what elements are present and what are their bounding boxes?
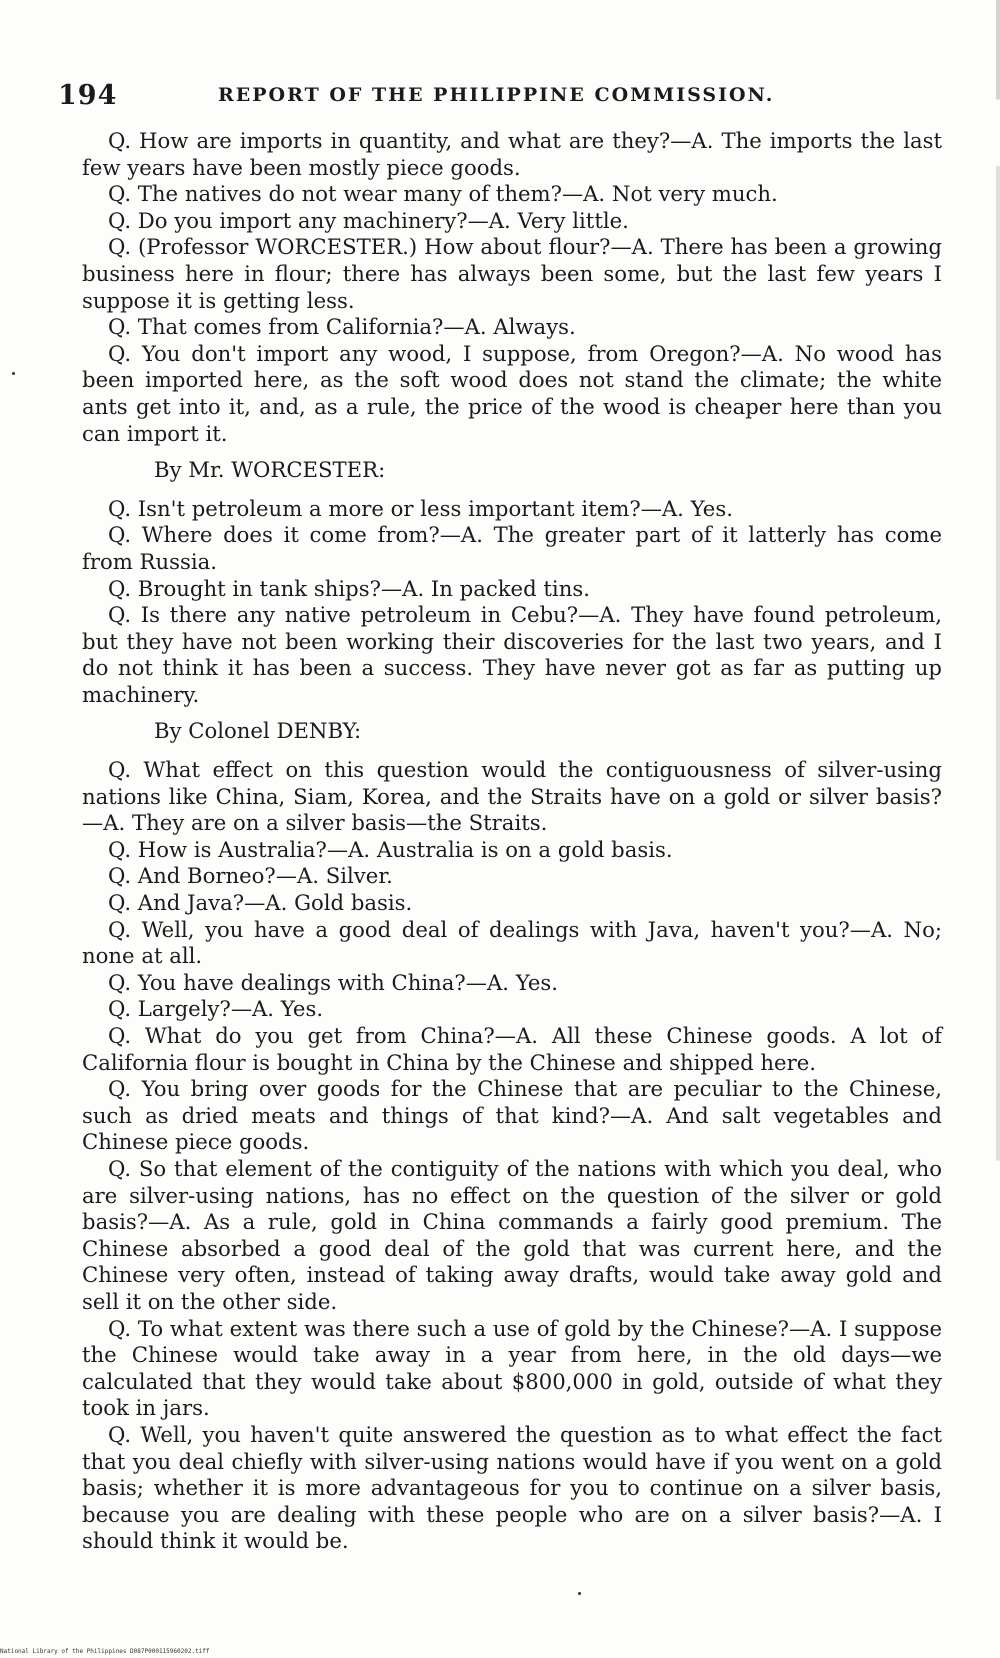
qa-paragraph: Q. Do you import any machinery?—A. Very little. [108, 207, 629, 233]
qa-paragraph: Q. Where does it come from?—A. The greater part of it latterly has come from Russia. [82, 522, 942, 574]
qa-paragraph: Q. (Professor WORCESTER.) How about flour?—A. There has been a growing business here in flour; there has always been some, but the last few years I suppose it is getting less. [82, 234, 942, 313]
stray-mark [12, 372, 15, 375]
qa-paragraph: Q. To what extent was there such a use of gold by the Chinese?—A. I suppose the Chinese would take away in a year from here, in the old days—we calculated that they would take about $800,000 in gold, outside of what they took in jars. [82, 1315, 942, 1421]
qa-paragraph: Q. Brought in tank ships?—A. In packed tins. [108, 575, 590, 601]
qa-paragraph: Q. The natives do not wear many of them?—A. Not very much. [108, 181, 778, 207]
qa-paragraph: Q. That comes from California?—A. Always. [108, 314, 576, 340]
qa-paragraph: Q. Is there any native petroleum in Cebu?—A. They have found petroleum, but they have not been working their discoveries for the last two years, and I do not think it has been a success. They have never got as far as putting up machinery. [82, 602, 942, 707]
qa-paragraph: Q. How is Australia?—A. Australia is on a gold basis. [108, 836, 673, 862]
qa-paragraph: Q. How are imports in quantity, and what are they?—A. The imports the last few years have been mostly piece goods. [82, 128, 942, 180]
section-heading: By Colonel DENBY: [154, 718, 362, 744]
qa-paragraph: Q. Well, you have a good deal of dealings with Java, haven't you?—A. No; none at all. [82, 916, 942, 969]
qa-paragraph: Q. Well, you haven't quite answered the question as to what effect the fact that you deal chiefly with silver-using nations would have if you went on a gold basis; whether it is more advantageous for you to continue on a silver basis, because you are dealing with these people who are on a silver basis?—A. I should think it would be. [82, 1421, 942, 1554]
qa-paragraph: Q. So that element of the contiguity of the nations with which you deal, who are silver-using nations, has no effect on the question of the silver or gold basis?—A. As a rule, gold in China commands a fairly good premium. The Chinese absorbed a good deal of the gold that was current here, and the Chinese very often, instead of taking away drafts, would take away gold and sell it on the other side. [82, 1155, 942, 1314]
qa-paragraph: Q. You have dealings with China?—A. Yes. [108, 969, 559, 995]
qa-paragraph: Q. What effect on this question would the contiguousness of silver-using nations like China, Siam, Korea, and the Straits have on a gold or silver basis?—A. They are on a silver basis—the Straits. [82, 757, 942, 836]
section-heading: By Mr. WORCESTER: [154, 457, 386, 483]
qa-paragraph: Q. Largely?—A. Yes. [108, 996, 324, 1022]
qa-paragraph: Q. And Borneo?—A. Silver. [108, 863, 393, 889]
qa-paragraph: Q. You bring over goods for the Chinese that are peculiar to the Chinese, such as dried meats and things of that kind?—A. And salt vegetables and Chinese piece goods. [82, 1076, 942, 1155]
body-text [82, 128, 942, 1555]
qa-paragraph: Q. What do you get from China?—A. All these Chinese goods. A lot of California flour is bought in China by the Chinese and shipped here. [82, 1023, 942, 1075]
stray-mark [578, 1592, 581, 1595]
scan-footer: National Library of the Philippines D087P000115960202.tiff [0, 1648, 210, 1655]
page-number: 194 [58, 80, 118, 111]
running-head: REPORT OF THE PHILIPPINE COMMISSION. [218, 84, 775, 106]
qa-paragraph: Q. And Java?—A. Gold basis. [108, 890, 413, 916]
page-header [58, 78, 938, 118]
qa-paragraph: Q. You don't import any wood, I suppose, from Oregon?—A. No wood has been imported here, as the soft wood does not stand the climate; the white ants get into it, and, as a rule, the price of the wood is cheaper here than you can import it. [82, 340, 942, 446]
qa-paragraph: Q. Isn't petroleum a more or less important item?—A. Yes. [108, 495, 733, 521]
scan-edge [996, 0, 1000, 1658]
